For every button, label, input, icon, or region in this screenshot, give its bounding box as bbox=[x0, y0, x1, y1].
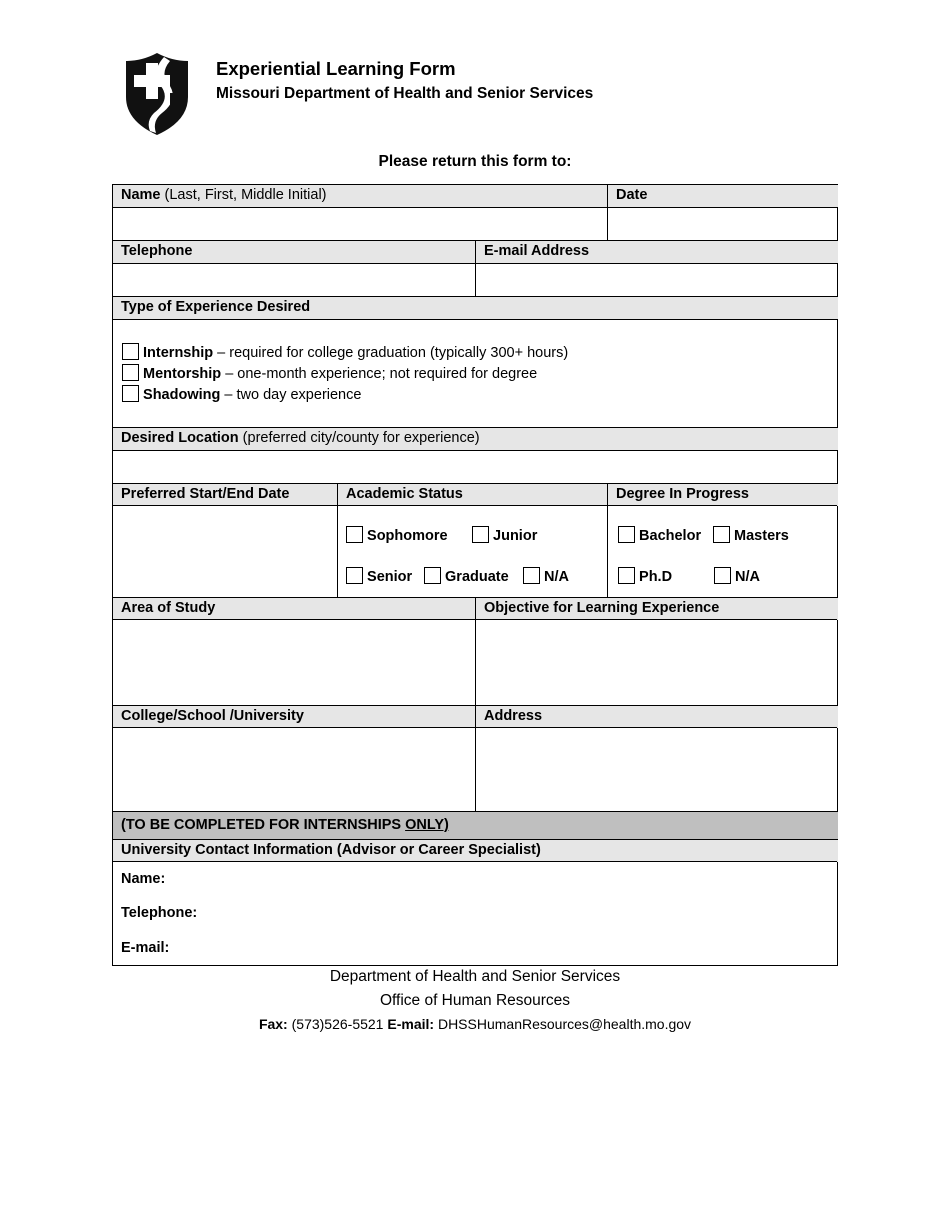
shadowing-option[interactable] bbox=[122, 385, 361, 403]
junior-checkbox[interactable] bbox=[472, 526, 489, 543]
academic-header: Academic Status bbox=[338, 484, 607, 506]
footer-department: Department of Health and Senior Services bbox=[329, 968, 621, 985]
academic-junior[interactable] bbox=[472, 526, 537, 544]
contact-email-label: E-mail: bbox=[121, 940, 170, 956]
contact-name-label: Name: bbox=[121, 871, 166, 887]
date-input[interactable] bbox=[608, 208, 837, 240]
academic-sophomore[interactable] bbox=[346, 526, 448, 544]
footer-office: Office of Human Resources bbox=[379, 992, 571, 1009]
name-label: Name bbox=[121, 187, 161, 203]
start-end-header: Preferred Start/End Date bbox=[113, 484, 337, 506]
phd-label: Ph.D bbox=[639, 569, 673, 585]
internship-note: (TO BE COMPLETED FOR INTERNSHIPS bbox=[121, 817, 406, 833]
internship-title: Internship bbox=[143, 345, 214, 361]
academic-graduate[interactable] bbox=[424, 567, 509, 585]
start-end-input[interactable] bbox=[113, 506, 337, 597]
masters-label: Masters bbox=[734, 528, 789, 544]
study-header: Area of Study bbox=[113, 598, 475, 620]
internship-desc: – required for college graduation (typically 300+ hours) bbox=[213, 345, 569, 361]
senior-label: Senior bbox=[367, 569, 413, 585]
telephone-header: Telephone bbox=[113, 241, 475, 263]
shadowing-desc: – two day experience bbox=[220, 387, 362, 403]
name-input[interactable] bbox=[113, 208, 607, 240]
internship-option[interactable] bbox=[122, 343, 568, 361]
mentorship-option[interactable] bbox=[122, 364, 537, 382]
fax-label: Fax: bbox=[258, 1016, 288, 1032]
sophomore-label: Sophomore bbox=[367, 528, 448, 544]
telephone-input[interactable] bbox=[113, 264, 475, 296]
name-header bbox=[113, 185, 607, 207]
graduate-label: Graduate bbox=[445, 569, 509, 585]
masters-checkbox[interactable] bbox=[713, 526, 730, 543]
internship-checkbox[interactable] bbox=[122, 343, 139, 360]
degree-na-label: N/A bbox=[735, 569, 761, 585]
academic-senior[interactable] bbox=[346, 567, 412, 585]
location-hint: (preferred city/county for experience) bbox=[242, 430, 480, 446]
academic-na[interactable] bbox=[523, 567, 569, 585]
location-header bbox=[113, 428, 838, 450]
email-input[interactable] bbox=[476, 264, 837, 296]
junior-label: Junior bbox=[493, 528, 538, 544]
department-name: Missouri Department of Health and Senior Services bbox=[216, 85, 594, 102]
footer-email-label: E-mail: bbox=[387, 1016, 435, 1032]
experience-header: Type of Experience Desired bbox=[113, 297, 838, 319]
degree-phd[interactable] bbox=[618, 567, 672, 585]
objective-header: Objective for Learning Experience bbox=[476, 598, 838, 620]
mentorship-desc: – one-month experience; not required for degree bbox=[221, 366, 538, 382]
degree-bachelor[interactable] bbox=[618, 526, 701, 544]
sophomore-checkbox[interactable] bbox=[346, 526, 363, 543]
form-table bbox=[112, 184, 838, 966]
location-label: Desired Location bbox=[121, 430, 239, 446]
internship-only-word: ONLY) bbox=[405, 817, 449, 833]
academic-na-checkbox[interactable] bbox=[523, 567, 540, 584]
footer-contact bbox=[0, 1016, 950, 1032]
phd-checkbox[interactable] bbox=[618, 567, 635, 584]
college-header: College/School /University bbox=[113, 706, 475, 728]
form-title: Experiential Learning Form bbox=[216, 58, 456, 79]
degree-na-checkbox[interactable] bbox=[714, 567, 731, 584]
dhss-shield-logo-icon bbox=[120, 53, 194, 135]
degree-masters[interactable] bbox=[713, 526, 789, 544]
internship-only-banner bbox=[113, 812, 838, 839]
contact-telephone-label: Telephone: bbox=[121, 905, 198, 921]
name-hint: (Last, First, Middle Initial) bbox=[164, 187, 327, 203]
graduate-checkbox[interactable] bbox=[424, 567, 441, 584]
date-header: Date bbox=[608, 185, 838, 207]
degree-na[interactable] bbox=[714, 567, 760, 585]
return-instruction: Please return this form to: bbox=[378, 153, 572, 170]
email-header: E-mail Address bbox=[476, 241, 838, 263]
mentorship-title: Mentorship bbox=[143, 366, 222, 382]
footer-email-value: DHSSHumanResources@health.mo.gov bbox=[434, 1016, 692, 1032]
study-input[interactable] bbox=[113, 620, 475, 705]
address-header: Address bbox=[476, 706, 838, 728]
bachelor-label: Bachelor bbox=[639, 528, 702, 544]
academic-na-label: N/A bbox=[544, 569, 570, 585]
degree-header: Degree In Progress bbox=[608, 484, 838, 506]
fax-value: (573)526-5521 bbox=[287, 1016, 388, 1032]
address-input[interactable] bbox=[476, 728, 837, 811]
bachelor-checkbox[interactable] bbox=[618, 526, 635, 543]
objective-input[interactable] bbox=[476, 620, 837, 705]
college-input[interactable] bbox=[113, 728, 475, 811]
location-input[interactable] bbox=[113, 451, 837, 483]
contact-header: University Contact Information (Advisor or Career Specialist) bbox=[113, 840, 838, 862]
shadowing-title: Shadowing bbox=[143, 387, 221, 403]
senior-checkbox[interactable] bbox=[346, 567, 363, 584]
mentorship-checkbox[interactable] bbox=[122, 364, 139, 381]
shadowing-checkbox[interactable] bbox=[122, 385, 139, 402]
